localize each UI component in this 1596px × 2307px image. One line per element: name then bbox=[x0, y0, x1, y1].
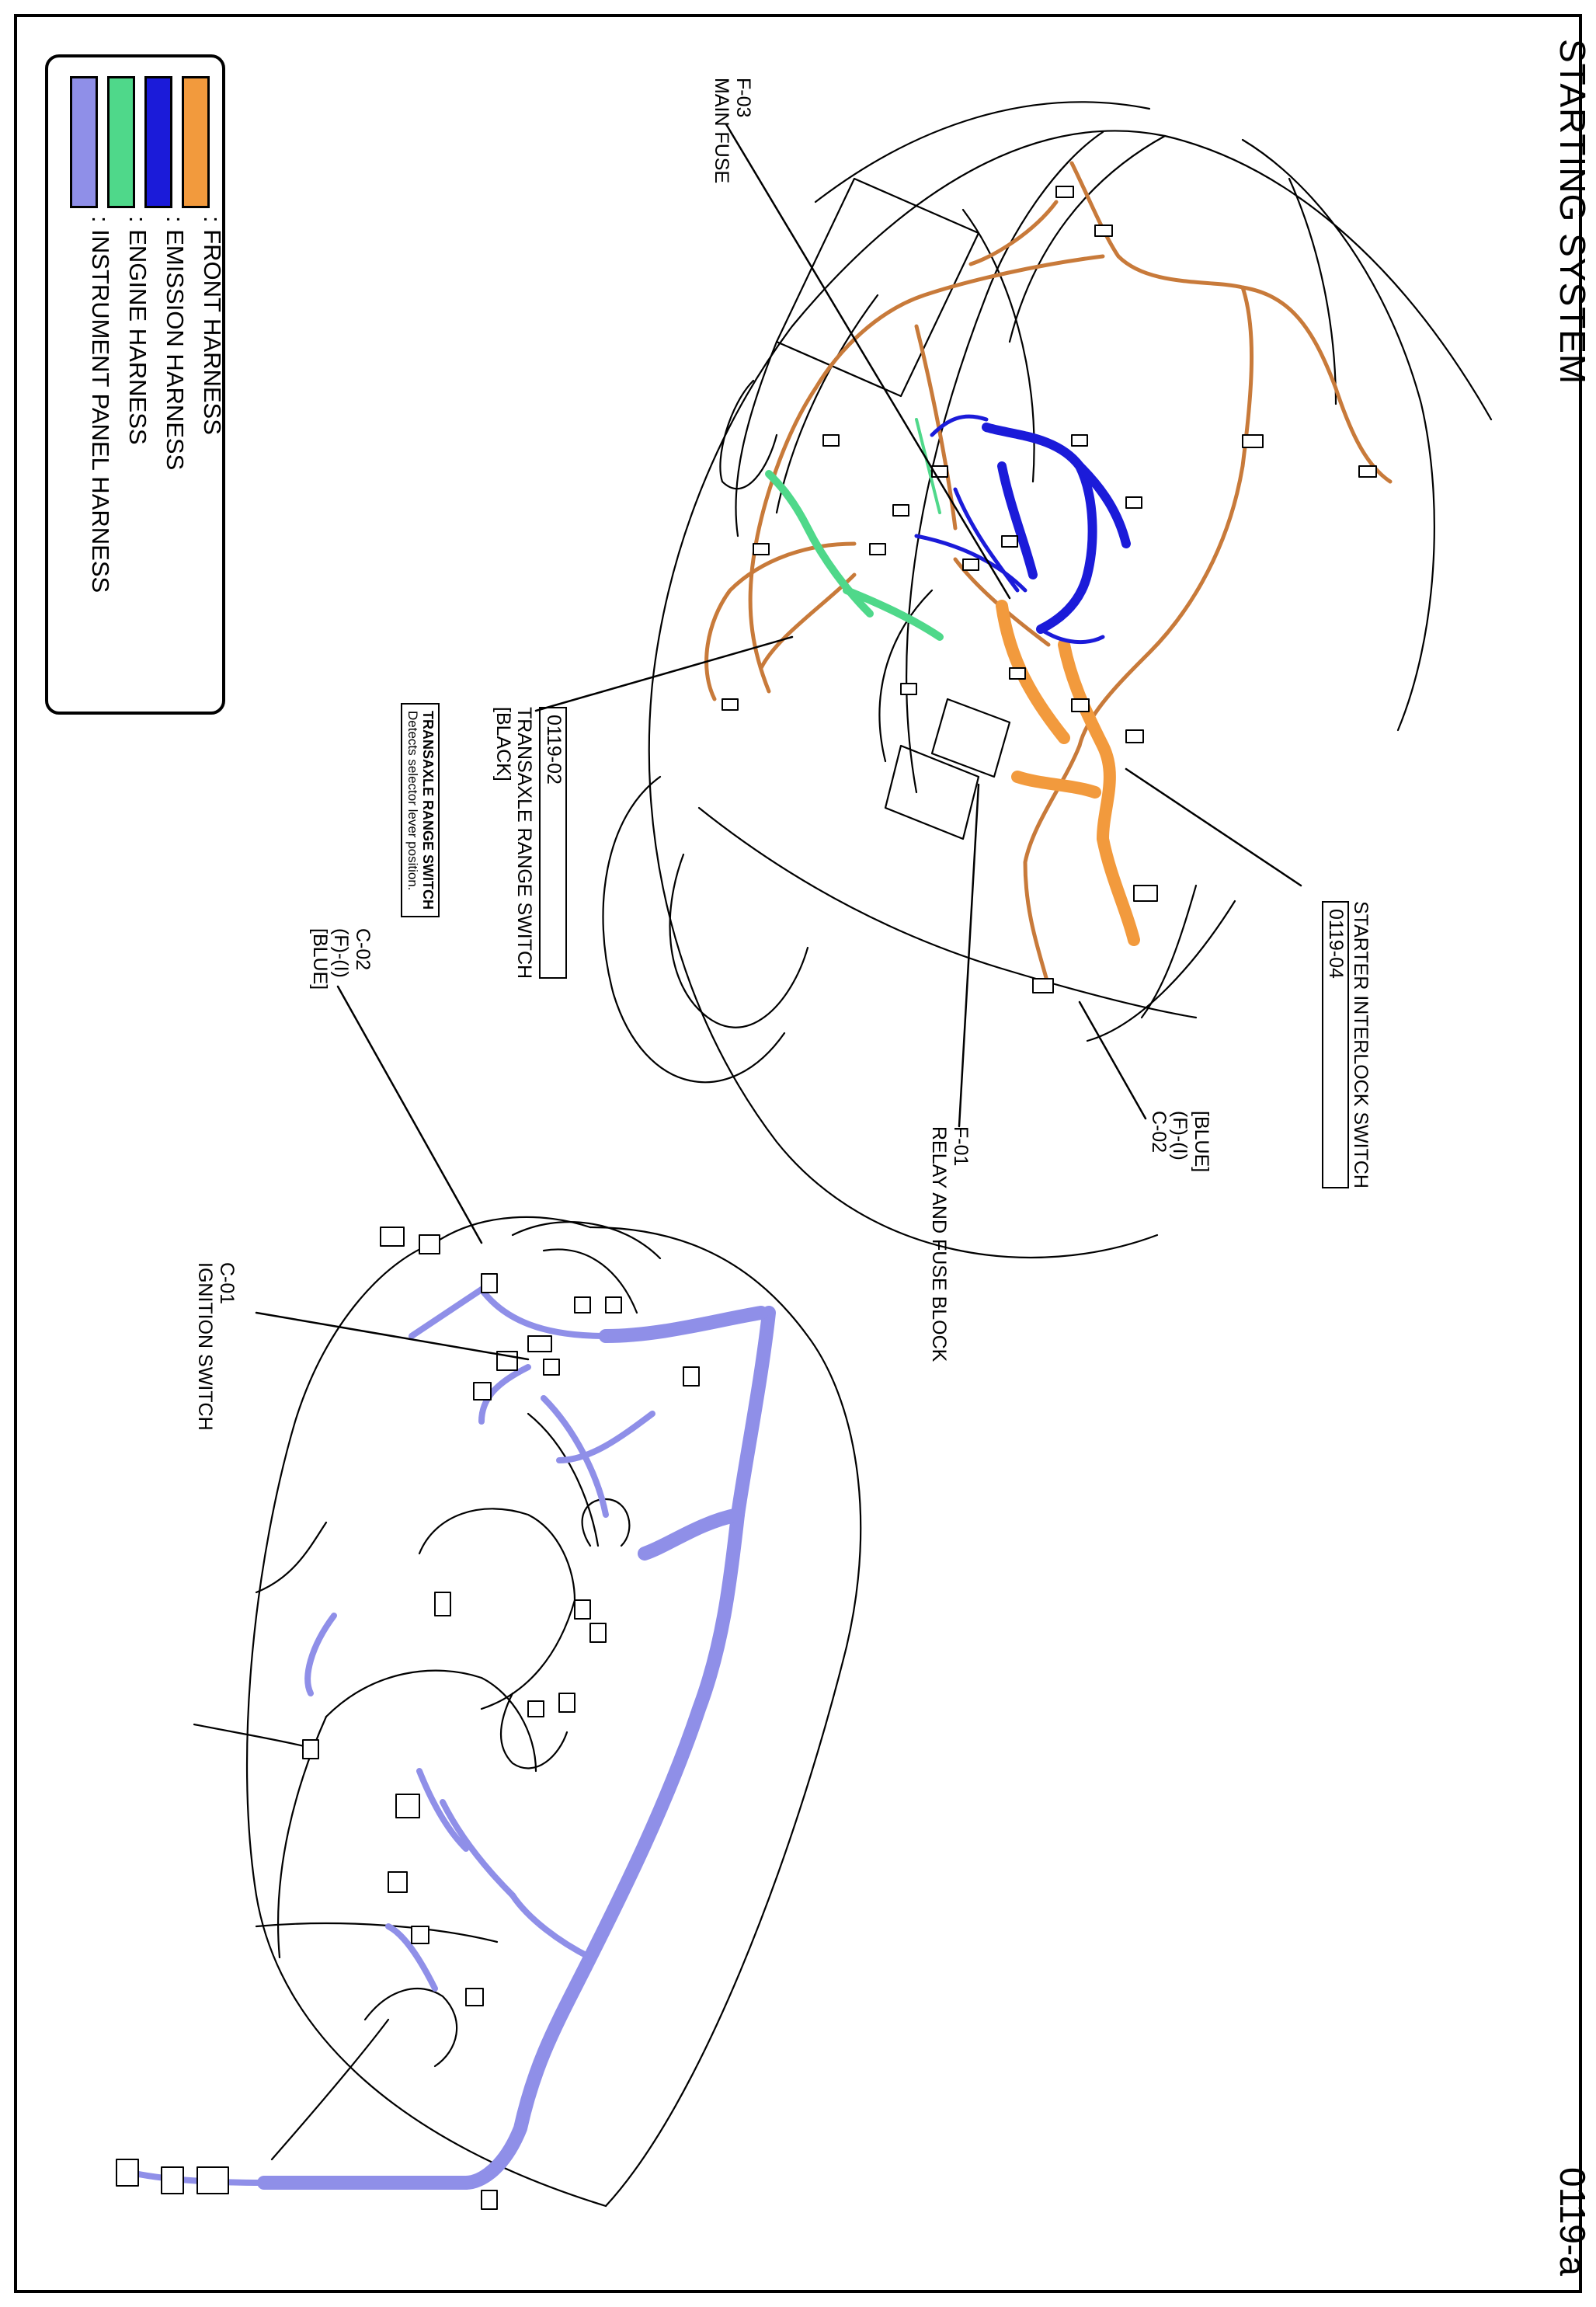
callout-c02-upper bbox=[1148, 1111, 1212, 1172]
transaxle-note-title: TRANSAXLE RANGE SWITCH bbox=[420, 711, 436, 910]
callout-relay-fuse bbox=[928, 1126, 971, 1362]
legend-label-instrument: : INSTRUMENT PANEL HARNESS bbox=[87, 216, 114, 593]
legend-label-engine: : ENGINE HARNESS bbox=[124, 216, 151, 445]
c02-lower-color: [BLUE] bbox=[309, 928, 331, 990]
main-fuse-name: MAIN FUSE bbox=[711, 78, 733, 184]
page-number: 0119-a bbox=[1553, 2167, 1593, 2276]
c02-upper-code: C-02 bbox=[1148, 1111, 1170, 1154]
transaxle-ref: 0119-02 bbox=[540, 707, 568, 979]
legend-swatch-front bbox=[182, 76, 210, 208]
legend-swatch-engine bbox=[107, 76, 135, 208]
starter-interlock-ref: 0119-04 bbox=[1322, 901, 1350, 1188]
legend-label-front: : FRONT HARNESS bbox=[199, 216, 226, 435]
legend-swatch-emission bbox=[144, 76, 172, 208]
instrument-panel-harness-thick bbox=[264, 1313, 769, 2183]
relay-fuse-code: F-01 bbox=[950, 1126, 972, 1167]
main-fuse-code: F-03 bbox=[732, 78, 754, 118]
ignition-name: IGNITION SWITCH bbox=[194, 1262, 217, 1431]
transaxle-color: [BLACK] bbox=[492, 707, 514, 781]
c02-lower-code: C-02 bbox=[352, 928, 374, 971]
callout-c02-lower bbox=[309, 928, 374, 990]
emission-harness-wires bbox=[986, 427, 1126, 629]
engine-bay-connectors bbox=[722, 186, 1376, 993]
transaxle-note-text: Detects selector lever position. bbox=[405, 711, 421, 891]
transaxle-note bbox=[401, 703, 440, 917]
callout-starter-interlock bbox=[1317, 901, 1371, 1188]
front-harness-wires bbox=[707, 163, 1390, 986]
page-title: STARTING SYSTEM bbox=[1553, 39, 1593, 385]
callout-transaxle bbox=[492, 707, 568, 979]
legend-label-emission: : EMISSION HARNESS bbox=[162, 216, 189, 471]
c02-upper-color: [BLUE] bbox=[1191, 1111, 1212, 1173]
ignition-code: C-01 bbox=[216, 1262, 238, 1305]
callout-main-fuse bbox=[711, 78, 753, 183]
callout-ignition bbox=[194, 1262, 237, 1431]
starter-interlock-name: STARTER INTERLOCK SWITCH bbox=[1350, 901, 1372, 1188]
c02-upper-pins: (F)-(I) bbox=[1169, 1111, 1191, 1160]
c02-lower-pins: (F)-(I) bbox=[330, 928, 353, 978]
relay-fuse-name: RELAY AND FUSE BLOCK bbox=[928, 1126, 951, 1362]
engine-harness-wires bbox=[769, 474, 940, 637]
legend-swatch-instrument bbox=[70, 76, 98, 208]
transaxle-name: TRANSAXLE RANGE SWITCH bbox=[513, 707, 536, 980]
